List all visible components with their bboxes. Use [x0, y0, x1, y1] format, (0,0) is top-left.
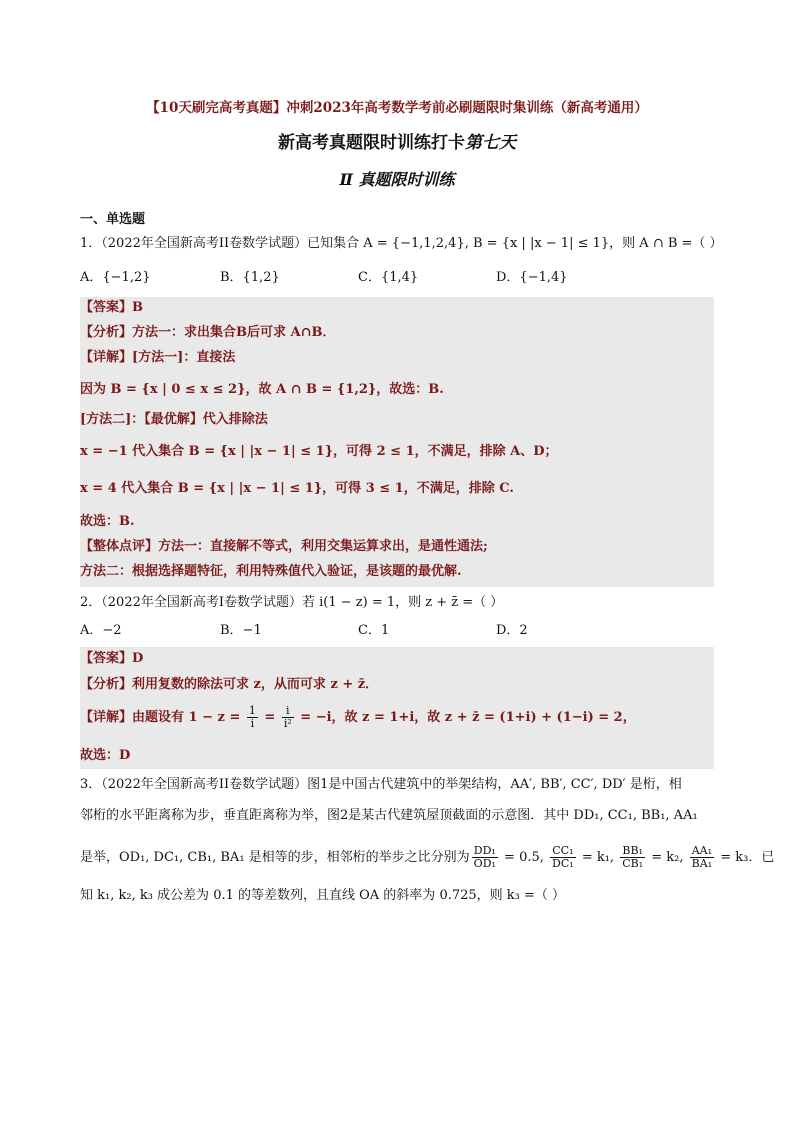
q3-fraction-3 [620, 845, 645, 870]
q3-v4: = k₃．已 [716, 850, 775, 865]
q2-conclusion: 故选：D [80, 748, 131, 763]
q1-analysis-label: 【分析】 [80, 325, 133, 340]
title-italic: 第七天 [465, 133, 516, 153]
q1-option-c: C．{1,4} [358, 270, 419, 285]
q3-fraction-4 [690, 845, 714, 870]
q2-analysis-text: 利用复数的除法可求 z，从而可求 z + z̄． [132, 677, 379, 692]
q3-f2-num: CC₁ [550, 845, 576, 858]
q3-f4-den: BA₁ [691, 857, 713, 870]
q1-comment-text: 方法一：直接解不等式，利用交集运算求出，是通性通法; [158, 539, 488, 554]
q1-detail-label: 【详解】 [80, 350, 133, 365]
q1-line3: x = −1 代入集合 B = {x | |x − 1| ≤ 1}，可得 2 ≤ 1，不满足，排除 A、D； [80, 444, 558, 459]
q1-line5: 故选：B. [80, 514, 135, 529]
q2-detail-pre: 由题设有 1 − z = [132, 710, 245, 725]
q2-detail-post: = −i，故 z = 1+i，故 z + z̄ = (1+i) + (1−i) = 2， [295, 710, 636, 725]
page-header: 【10天刷完高考真题】冲刺2023年高考数学考前必刷题限时集训练（新高考通用） [146, 100, 648, 116]
q1-comment-label: 【整体点评】 [80, 539, 159, 554]
q2-stem: 2．（2022年全国新高考I卷数学试题）若 i(1 − z) = 1，则 z + z̄ =（ ） [80, 595, 504, 610]
title-main: 新高考真题限时训练打卡 [278, 133, 465, 153]
q1-comment [80, 538, 488, 556]
q2-answer [80, 650, 143, 668]
q2-option-d: D．2 [496, 623, 528, 638]
q3-f2-den: DC₁ [552, 857, 574, 870]
q1-analysis-text: 方法一：求出集合B后可求 A∩B． [132, 325, 336, 340]
page-subtitle: Ⅱ 真题限时训练 [339, 170, 455, 189]
q3-v3: = k₂, [647, 850, 688, 865]
q1-comment-2: 方法二：根据选择题特征，利用特殊值代入验证，是该题的最优解. [80, 564, 462, 579]
q2-answer-value: D [132, 651, 144, 666]
q1-detail [80, 349, 235, 367]
q1-option-a: A．{−1,2} [80, 270, 151, 285]
q3-f3-num: BB₁ [620, 845, 645, 858]
q3-line1: 3．（2022年全国新高考II卷数学试题）图1是中国古代建筑中的举架结构，AA′, BB′, CC′, DD′ 是桁，相 [80, 777, 682, 792]
q1-line1: 因为 B = {x | 0 ≤ x ≤ 2}，故 A ∩ B = {1,2}，故选：B. [80, 382, 444, 397]
q1-stem: 1．（2022年全国新高考II卷数学试题）已知集合 A = {−1,1,2,4}, B = {x | |x − 1| ≤ 1}，则 A ∩ B =（ ） [80, 236, 723, 251]
q3-fraction-2 [550, 845, 576, 870]
q3-f1-den: OD₁ [473, 857, 496, 870]
q3-f3-den: CB₁ [622, 857, 644, 870]
q3-line2: 邻桁的水平距离称为步，垂直距离称为举，图2是某古代建筑屋顶截面的示意图．其中 DD₁, CC₁, BB₁, AA₁ [80, 808, 698, 823]
q2-frac1-num: 1 [248, 704, 256, 717]
q2-fraction-1 [247, 705, 258, 730]
q2-detail [80, 705, 636, 730]
q1-line2: [方法二]：【最优解】代入排除法 [80, 412, 268, 427]
q3-line4: 知 k₁, k₂, k₃ 成公差为 0.1 的等差数列，且直线 OA 的斜率为 0.725，则 k₃ =（ ） [80, 888, 566, 903]
page-title [0, 128, 794, 153]
q3-v1: = 0.5, [499, 850, 549, 865]
q3-f1-num: DD₁ [472, 845, 498, 858]
q2-fraction-2 [282, 705, 294, 730]
q3-line3 [80, 845, 774, 870]
q2-frac2-den: i² [283, 717, 292, 730]
q1-detail-text: [方法一]：直接法 [132, 350, 236, 365]
section-heading: 一、单选题 [80, 212, 146, 227]
q3-line3-pre: 是举，OD₁, DC₁, CB₁, BA₁ 是相等的步，相邻桁的举步之比分别为 [80, 850, 470, 865]
q1-answer-value: B [132, 300, 144, 315]
q2-option-b: B．−1 [220, 623, 262, 638]
q3-v2: = k₁, [577, 850, 619, 865]
q3-f4-num: AA₁ [690, 845, 714, 858]
q1-analysis [80, 324, 336, 342]
q2-option-a: A．−2 [80, 623, 122, 638]
q2-frac1-den: i [250, 717, 255, 730]
q1-answer-label: 【答案】 [80, 300, 133, 315]
q2-analysis [80, 676, 378, 694]
q2-frac2-num: i [282, 705, 294, 718]
q2-eq: = [259, 710, 280, 725]
q1-option-d: D．{−1,4} [496, 270, 568, 285]
q1-answer [80, 299, 143, 317]
q2-option-c: C．1 [358, 623, 390, 638]
q1-line4: x = 4 代入集合 B = {x | |x − 1| ≤ 1}，可得 3 ≤ 1，不满足，排除 C. [80, 481, 514, 496]
q1-option-b: B．{1,2} [220, 270, 280, 285]
q3-fraction-1 [472, 845, 498, 870]
q2-analysis-label: 【分析】 [80, 677, 133, 692]
q2-answer-label: 【答案】 [80, 651, 133, 666]
q2-detail-label: 【详解】 [80, 710, 133, 725]
